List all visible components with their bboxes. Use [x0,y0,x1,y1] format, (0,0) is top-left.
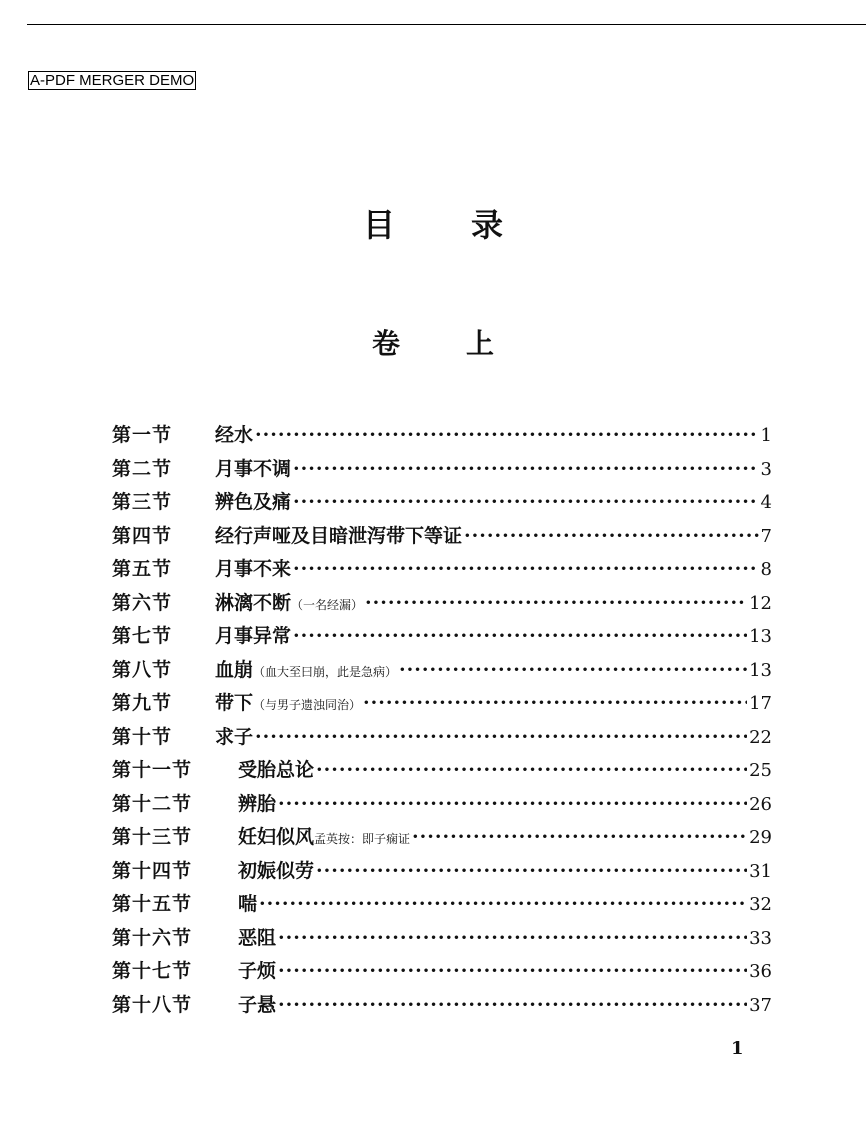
page-ref: 17 [749,693,772,714]
toc-entry[interactable] [112,521,772,555]
section-number: 第十三节 [112,826,193,848]
section-number: 第九节 [112,692,173,714]
page-ref: 7 [760,525,772,547]
section-title: 妊妇似风 [238,826,315,848]
section-title: 月事不来 [215,558,292,580]
toc-entry[interactable] [112,655,772,689]
page-ref: 1 [760,425,772,446]
dot-leader [412,826,747,848]
section-title: 受胎总论 [238,759,315,781]
watermark-label: A-PDF MERGER DEMO [30,72,195,89]
toc-entry[interactable] [112,688,772,722]
page-ref: 3 [760,458,772,480]
section-note: （一名经漏） [291,597,364,612]
page-number: 1 [731,1038,744,1059]
volume-char: 卷 [371,327,400,360]
page-ref: 22 [749,726,772,748]
dot-leader [278,793,747,815]
section-number: 第五节 [112,558,173,580]
toc-entry[interactable] [112,722,772,756]
section-number: 第四节 [112,524,173,547]
page-ref: 12 [749,592,772,614]
toc-entry[interactable] [112,621,772,655]
section-note: 孟英按：即子痫证 [314,832,411,846]
toc-entry[interactable] [112,889,772,923]
dot-leader [293,491,759,513]
toc-entry[interactable] [112,487,772,521]
title-char: 录 [471,206,504,244]
section-number: 第七节 [112,625,173,647]
page-title [0,200,866,246]
volume-char: 上 [466,327,495,360]
dot-leader [399,659,747,681]
section-number: 第六节 [112,591,173,614]
page-ref: 37 [749,994,772,1016]
toc-entry[interactable] [112,454,772,488]
section-number: 第十节 [112,725,173,748]
page-ref: 32 [749,894,772,915]
section-title: 子悬 [238,993,277,1016]
table-of-contents [112,420,772,1023]
toc-entry[interactable] [112,588,772,622]
toc-entry[interactable] [112,990,772,1024]
volume-heading [0,322,866,362]
section-title: 子烦 [238,960,277,982]
section-title: 经水 [215,424,254,446]
toc-entry[interactable] [112,420,772,454]
dot-leader [365,592,747,614]
section-title: 经行声哑及目暗泄泻带下等证 [215,524,463,547]
dot-leader [464,525,759,547]
toc-entry[interactable] [112,923,772,957]
page-ref: 31 [749,860,772,882]
section-title: 辨胎 [238,792,277,815]
page-ref: 33 [749,927,772,949]
section-title: 喘 [238,893,258,915]
page-ref: 13 [749,659,772,681]
dot-leader [363,692,747,714]
section-title: 初娠似劳 [238,859,315,882]
toc-entry[interactable] [112,554,772,588]
section-number: 第十六节 [112,926,193,949]
section-number: 第八节 [112,658,173,681]
dot-leader [259,893,747,915]
section-number: 第十七节 [112,960,193,982]
dot-leader [316,860,747,882]
section-number: 第二节 [112,457,173,480]
section-note: （血大至曰崩，此是急病） [253,664,398,679]
section-number: 第三节 [112,491,173,513]
section-title: 月事不调 [215,457,292,480]
dot-leader [293,558,759,580]
section-title: 血崩 [215,658,254,681]
dot-leader [255,726,747,748]
section-number: 第十二节 [112,792,193,815]
toc-entry[interactable] [112,789,772,823]
toc-entry[interactable] [112,822,772,856]
page-ref: 8 [760,559,772,580]
dot-leader [293,458,759,480]
section-title: 带下 [215,692,254,714]
toc-entry[interactable] [112,956,772,990]
section-number: 第十一节 [112,759,193,781]
dot-leader [255,424,759,446]
section-number: 第十五节 [112,893,193,915]
page-ref: 36 [749,961,772,982]
section-title: 求子 [215,725,254,748]
dot-leader [316,759,747,781]
section-title: 淋漓不断 [215,591,292,614]
section-title: 恶阻 [238,926,277,949]
section-title: 月事异常 [215,625,292,647]
title-char: 目 [362,206,395,244]
header-rule [27,24,866,25]
toc-entry[interactable] [112,856,772,890]
page-ref: 29 [749,827,772,848]
page-ref: 13 [749,626,772,647]
section-title: 辨色及痛 [215,491,292,513]
section-note: （与男子遗浊同治） [253,698,362,712]
page-ref: 4 [760,492,772,513]
dot-leader [278,927,747,949]
dot-leader [278,994,747,1016]
page-ref: 25 [749,760,772,781]
section-number: 第十八节 [112,993,193,1016]
dot-leader [278,960,747,982]
dot-leader [293,625,747,647]
page-ref: 26 [749,793,772,815]
toc-entry[interactable] [112,755,772,789]
section-number: 第一节 [112,424,173,446]
section-number: 第十四节 [112,859,193,882]
